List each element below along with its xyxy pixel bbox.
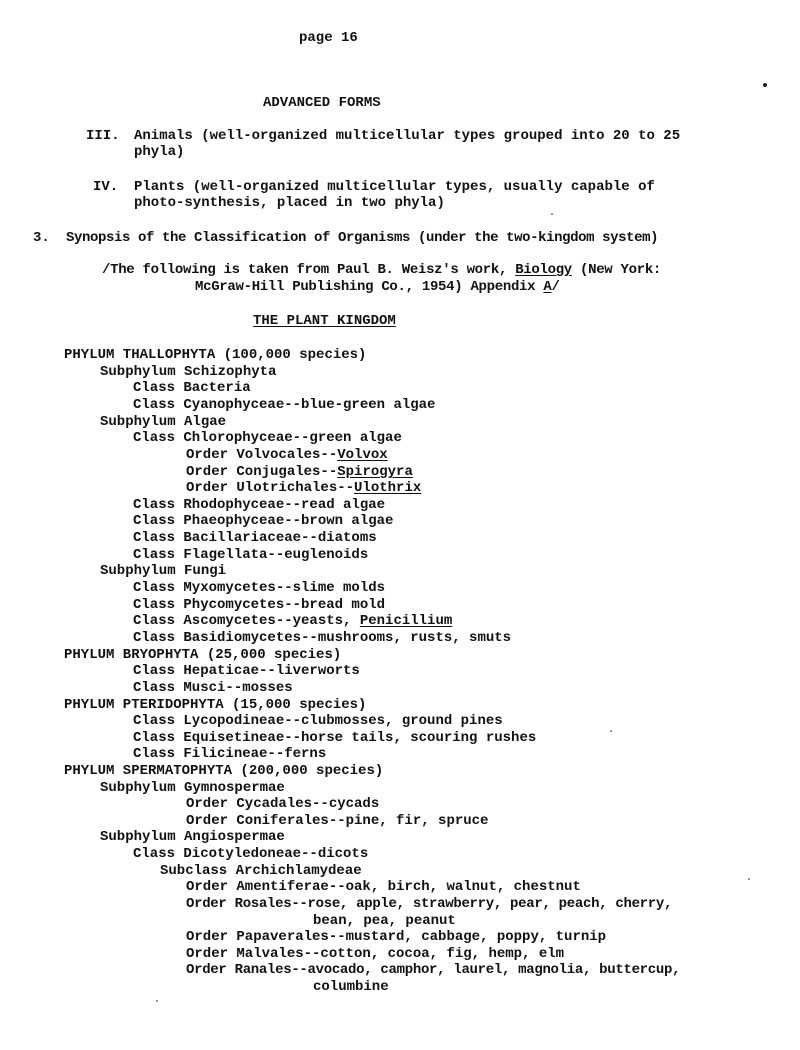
genus-name: Penicillium: [359, 613, 453, 629]
class-text: Class Ascomycetes--yeasts,: [133, 613, 360, 629]
order-continuation: bean, pea, peanut: [313, 913, 456, 929]
order-continuation: columbine: [313, 979, 389, 995]
page-number: page 16: [299, 30, 358, 46]
subclass-line: Subclass Archichlamydeae: [160, 863, 362, 879]
scan-speck: [610, 730, 612, 732]
list-numeral: III.: [86, 128, 120, 144]
order-line: Order Rosales--rose, apple, strawberry, pear, peach, cherry,: [186, 896, 673, 912]
subphylum-line: Subphylum Angiospermae: [100, 829, 285, 845]
list-text: Animals (well-organized multicellular types grouped into 20 to 25 phyla): [134, 128, 681, 160]
scan-speck: [156, 1000, 158, 1002]
list-numeral: IV.: [93, 179, 119, 195]
section-heading: ADVANCED FORMS: [263, 95, 381, 111]
order-line: Order Ranales--avocado, camphor, laurel, magnolia, buttercup,: [186, 962, 681, 978]
order-line: [186, 480, 421, 496]
order-line: Order Papaverales--mustard, cabbage, poppy, turnip: [186, 929, 607, 945]
scan-speck: [551, 213, 553, 215]
phylum-heading: PHYLUM PTERIDOPHYTA (15,000 species): [64, 697, 367, 713]
note-text: The following is taken from Paul B. Weisz's work,: [110, 262, 516, 278]
class-line: Class Flagellata--euglenoids: [133, 547, 369, 563]
subphylum-line: Subphylum Algae: [100, 414, 227, 430]
class-line: Class Myxomycetes--slime molds: [133, 580, 386, 596]
scan-speck: [763, 83, 767, 87]
order-line: [186, 464, 413, 480]
note-bracket: /: [102, 262, 111, 278]
genus-name: Ulothrix: [354, 480, 422, 496]
order-text: Order Volvocales--: [186, 447, 338, 463]
order-line: Order Malvales--cotton, cocoa, fig, hemp, elm: [186, 946, 565, 962]
appendix-ref: A: [543, 279, 552, 295]
class-line: Class Chlorophyceae--green algae: [133, 430, 402, 446]
synopsis-text: Synopsis of the Classification of Organisms (under the two-kingdom system): [66, 230, 659, 246]
class-line: Class Cyanophyceae--blue-green algae: [133, 397, 436, 413]
order-text: Order Conjugales--: [186, 464, 338, 480]
class-line: Class Phycomycetes--bread mold: [133, 597, 386, 613]
subphylum-line: Subphylum Gymnospermae: [100, 780, 285, 796]
class-line: Class Bacteria: [133, 380, 251, 396]
note-text: McGraw-Hill Publishing Co., 1954) Appendix: [195, 279, 544, 295]
genus-name: Spirogyra: [337, 464, 413, 480]
order-line: [186, 447, 388, 463]
class-line: Class Basidiomycetes--mushrooms, rusts, smuts: [133, 630, 512, 646]
phylum-heading: PHYLUM THALLOPHYTA (100,000 species): [64, 347, 367, 363]
class-line: Class Musci--mosses: [133, 680, 293, 696]
synopsis-number: 3.: [33, 230, 50, 246]
class-line: Class Bacillariaceae--diatoms: [133, 530, 377, 546]
class-line: Class Lycopodineae--clubmosses, ground pines: [133, 713, 503, 729]
class-line: Class Hepaticae--liverworts: [133, 663, 360, 679]
class-line: Class Filicineae--ferns: [133, 746, 327, 762]
kingdom-title: THE PLANT KINGDOM: [253, 313, 396, 329]
phylum-heading: PHYLUM SPERMATOPHYTA (200,000 species): [64, 763, 384, 779]
subphylum-line: Subphylum Schizophyta: [100, 364, 277, 380]
class-line: Class Dicotyledoneae--dicots: [133, 846, 369, 862]
list-text: Plants (well-organized multicellular types, usually capable of photo-synthesis, placed in two phyla): [134, 179, 655, 211]
class-line: [133, 613, 452, 629]
subphylum-line: Subphylum Fungi: [100, 563, 227, 579]
class-line: Class Phaeophyceae--brown algae: [133, 513, 394, 529]
order-line: Order Cycadales--cycads: [186, 796, 380, 812]
note-text: (New York:: [571, 262, 662, 278]
order-text: Order Ulotrichales--: [186, 480, 355, 496]
order-line: Order Amentiferae--oak, birch, walnut, chestnut: [186, 879, 581, 895]
genus-name: Volvox: [337, 447, 388, 463]
scan-speck: [748, 878, 750, 880]
class-line: Class Equisetineae--horse tails, scouring rushes: [133, 730, 537, 746]
phylum-heading: PHYLUM BRYOPHYTA (25,000 species): [64, 647, 342, 663]
order-line: Order Coniferales--pine, fir, spruce: [186, 813, 489, 829]
note-bracket: /: [551, 279, 560, 295]
class-line: Class Rhodophyceae--read algae: [133, 497, 386, 513]
book-title: Biology: [515, 262, 572, 278]
